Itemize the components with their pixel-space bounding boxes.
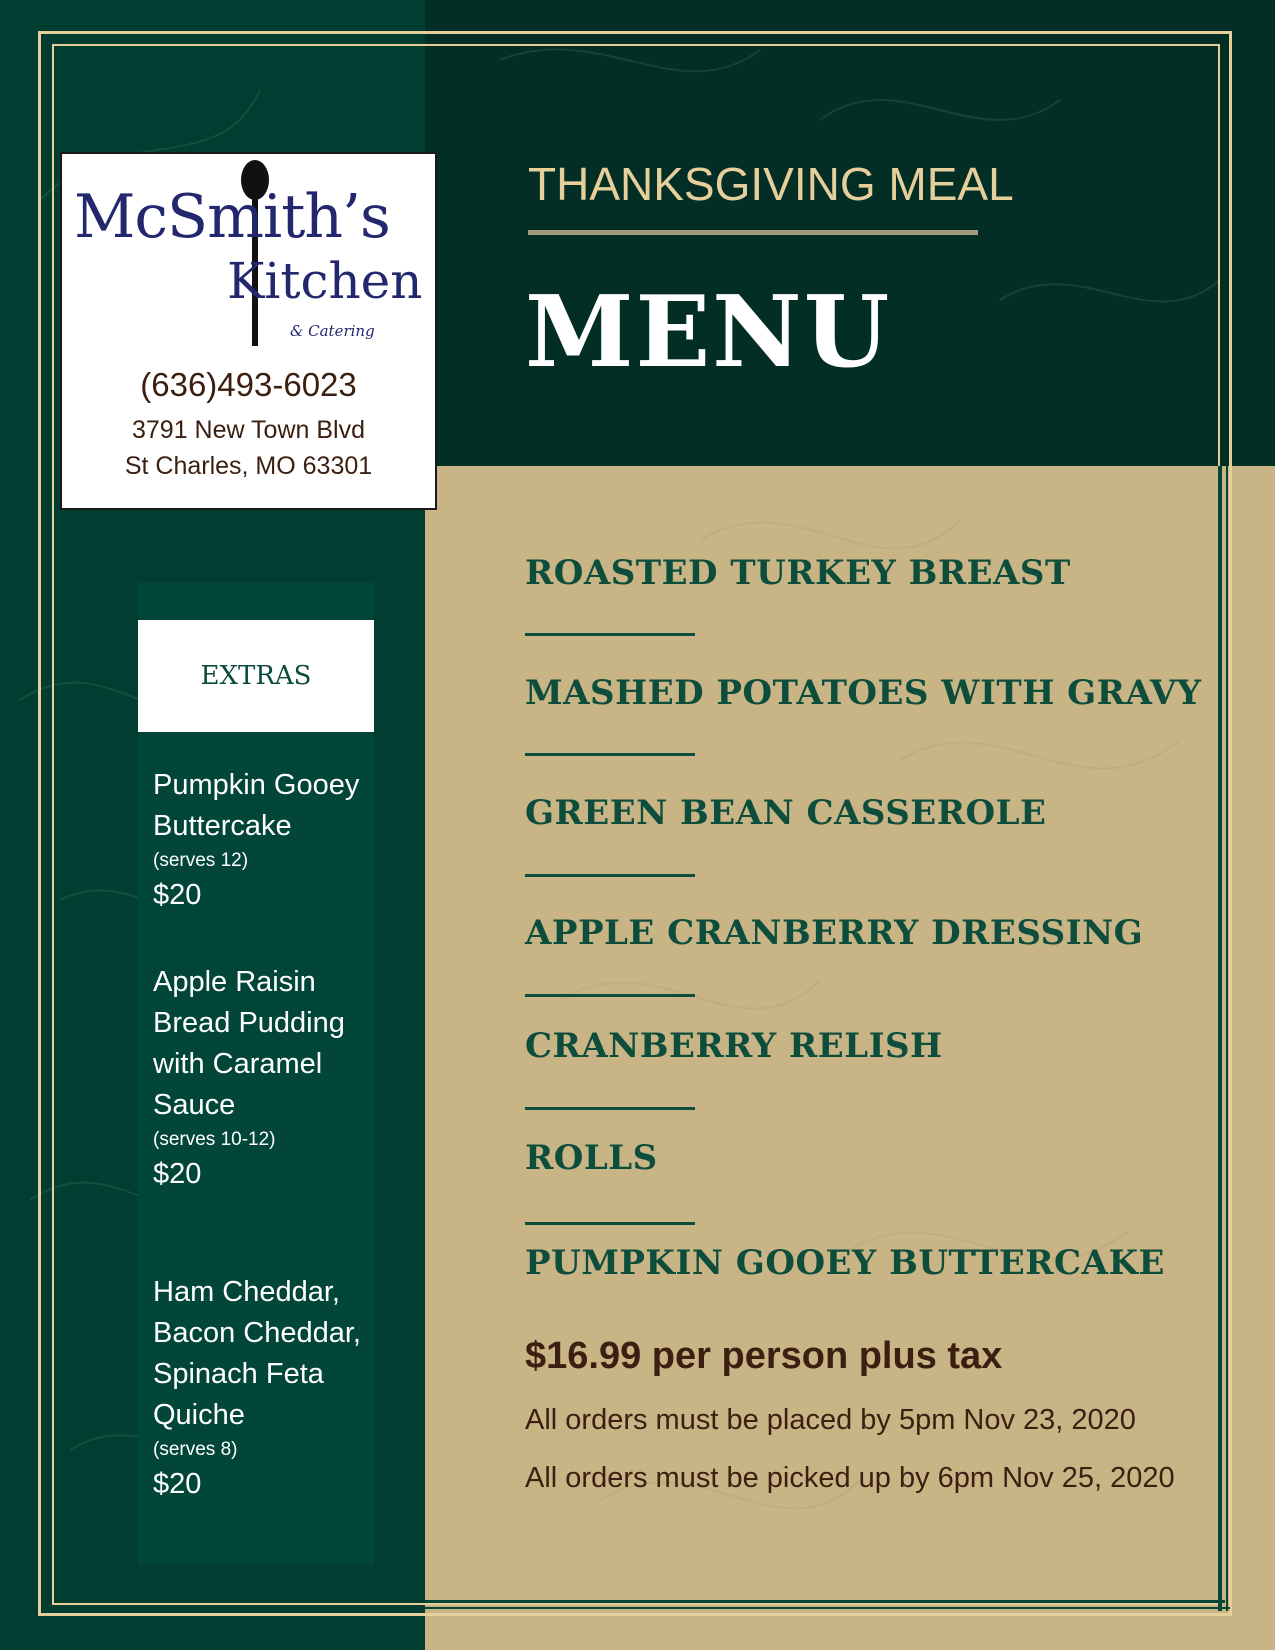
frame-edge	[1218, 466, 1222, 1611]
extra-name: Apple Raisin Bread Pudding with Caramel Sauce	[153, 966, 345, 1121]
menu-divider	[525, 633, 695, 636]
extra-price: $20	[153, 1468, 202, 1500]
phone-number: (636)493-6023	[140, 366, 357, 403]
extra-serves: (serves 8)	[153, 1439, 238, 1460]
menu-item: MASHED POTATOES WITH GRAVY	[525, 673, 1202, 713]
menu-item: ROASTED TURKEY BREAST	[525, 553, 1071, 593]
extra-item	[153, 962, 368, 1194]
subtitle-divider	[528, 230, 978, 235]
menu-divider	[525, 1107, 695, 1110]
extra-item	[153, 1272, 368, 1504]
extra-serves: (serves 12)	[153, 850, 249, 871]
page-subtitle: THANKSGIVING MEAL	[528, 158, 1014, 210]
menu-item: GREEN BEAN CASSEROLE	[525, 793, 1047, 833]
frame-edge	[425, 1600, 1225, 1603]
logo-wordmark: McSmith’s	[74, 182, 390, 252]
extra-name: Ham Cheddar, Bacon Cheddar, Spinach Feta Quiche	[153, 1276, 361, 1431]
menu-divider	[525, 994, 695, 997]
address-line-1: 3791 New Town Blvd	[131, 416, 365, 444]
order-deadline-note: All orders must be placed by 5pm Nov 23, 2020	[525, 1404, 1136, 1436]
menu-item: APPLE CRANBERRY DRESSING	[525, 913, 1144, 953]
menu-divider	[525, 874, 695, 877]
menu-divider	[525, 1222, 695, 1225]
extra-price: $20	[153, 879, 202, 911]
logo-tagline: & Catering	[290, 322, 375, 340]
extras-heading: EXTRAS	[138, 620, 374, 732]
frame-edge	[425, 1607, 1230, 1609]
menu-item: CRANBERRY RELISH	[525, 1026, 943, 1066]
extra-item	[153, 765, 368, 915]
logo-wordmark-line2: Kitchen	[227, 252, 423, 310]
extra-serves: (serves 10-12)	[153, 1129, 276, 1150]
price-per-person: $16.99 per person plus tax	[525, 1335, 1003, 1377]
menu-divider	[525, 753, 695, 756]
extra-price: $20	[153, 1158, 202, 1190]
menu-item: ROLLS	[525, 1138, 658, 1178]
page-title: MENU	[525, 275, 892, 390]
extra-name: Pumpkin Gooey Buttercake	[153, 769, 360, 842]
pickup-deadline-note: All orders must be picked up by 6pm Nov 25, 2020	[525, 1462, 1175, 1494]
frame-edge	[1226, 466, 1228, 1611]
logo-card	[60, 152, 437, 510]
menu-item: PUMPKIN GOOEY BUTTERCAKE	[525, 1243, 1165, 1283]
address-line-2: St Charles, MO 63301	[124, 452, 373, 480]
